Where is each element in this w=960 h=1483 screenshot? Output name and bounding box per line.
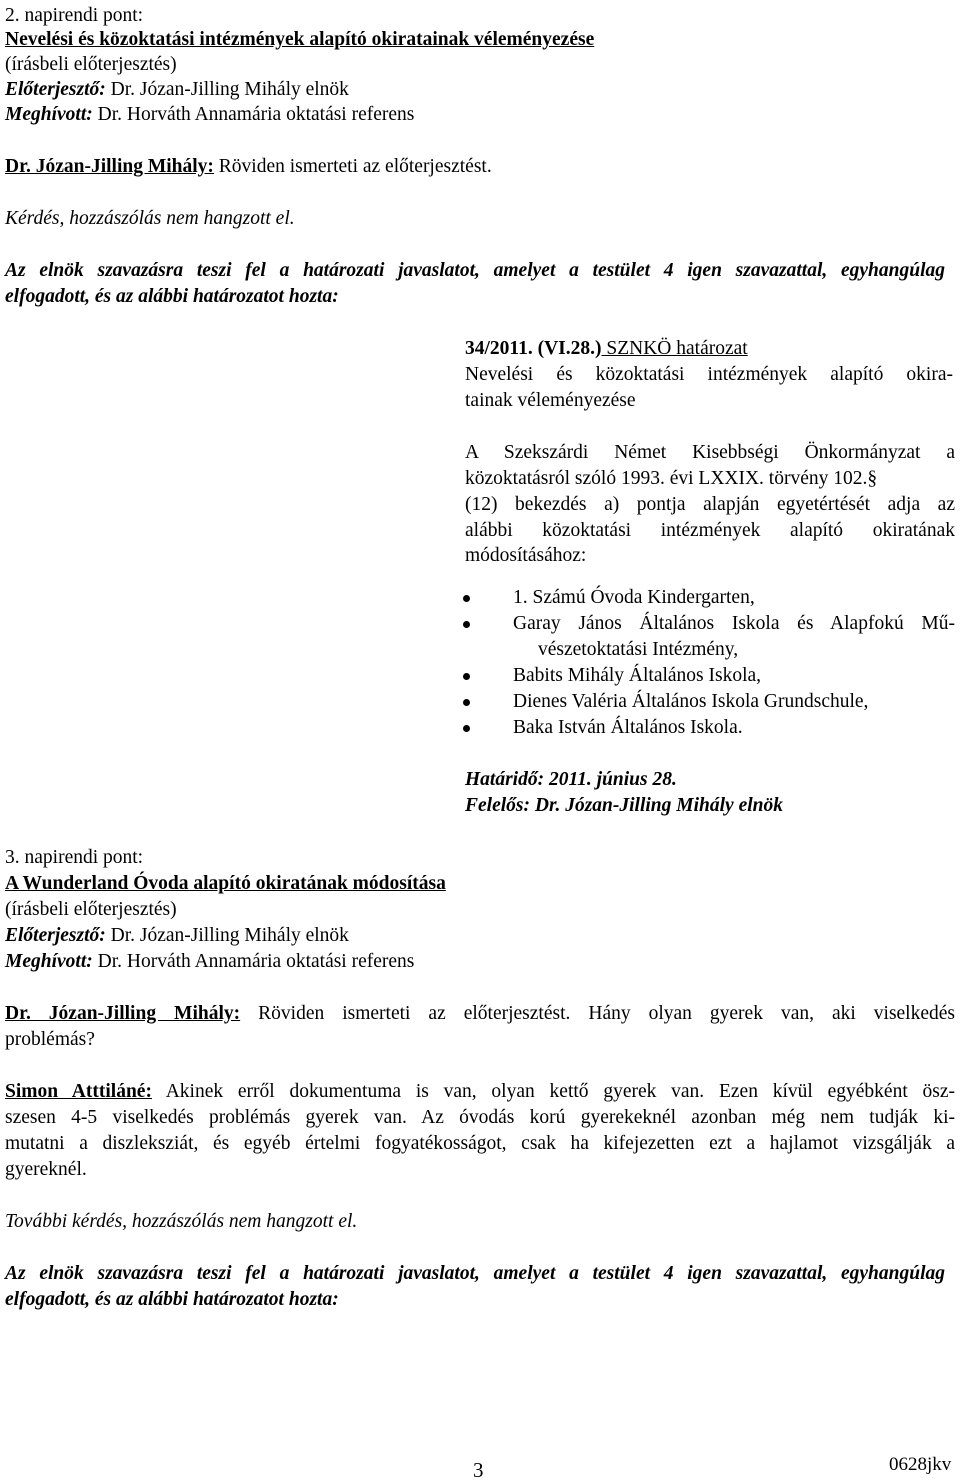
- item3-presenter: [5, 926, 349, 946]
- item2-speech: [5, 157, 492, 177]
- resolution-number-suffix: SZNKÖ határozat: [601, 338, 748, 359]
- item3-speech2-text: szesen 4-5 viselkedés problémás gyerek van. Az óvodás korú gyerekeknél azonban még nem tudják ki-: [5, 1107, 955, 1128]
- bullet-icon: [463, 725, 470, 732]
- item3-no-questions: További kérdés, hozzászólás nem hangzott el.: [5, 1211, 358, 1232]
- institution-item: Dienes Valéria Általános Iskola Grundschule,: [513, 691, 869, 712]
- institution-item: [513, 614, 955, 634]
- item3-speech1-line2: problémás?: [5, 1029, 95, 1050]
- item3-speech2-line3: [5, 1134, 955, 1154]
- item3-speech2-text: mutatni a diszleksziát, és egyéb értelmi fogyatékosságot, csak ha kifejezetten ezt a hajlamot vizsgálják a: [5, 1133, 955, 1154]
- resolution-body-line: [465, 443, 955, 463]
- item2-speaker: Dr. Józan-Jilling Mihály:: [5, 156, 214, 177]
- item3-speaker1: Dr. Józan-Jilling Mihály:: [5, 1003, 241, 1024]
- item2-presenter-label: Előterjesztő:: [5, 79, 106, 100]
- item3-invited: [5, 952, 414, 972]
- item3-vote-line2: elfogadott, és az alábbi határozatot hozta:: [5, 1289, 339, 1310]
- item3-vote-line1: [5, 1264, 945, 1284]
- bullet-icon: [463, 673, 470, 680]
- institution-item-continuation: vészetoktatási Intézmény,: [538, 639, 739, 660]
- item2-invited: [5, 105, 414, 125]
- resolution-body-line: közoktatásról szóló 1993. évi LXXIX. törvény 102.§: [465, 468, 878, 489]
- item3-invited-label: Meghívott:: [5, 951, 93, 972]
- resolution-body-text: alábbi közoktatási intézmények alapító okiratának: [465, 520, 955, 541]
- item2-presenter: [5, 80, 349, 100]
- item2-vote-line2: elfogadott, és az alábbi határozatot hozta:: [5, 286, 339, 307]
- item3-speech2-line1: [5, 1082, 955, 1102]
- resolution-body-line: [465, 495, 955, 515]
- item3-number-label: 3. napirendi pont:: [5, 847, 144, 868]
- item2-invited-label: Meghívott:: [5, 104, 93, 125]
- institution-item: 1. Számú Óvoda Kindergarten,: [513, 587, 755, 608]
- resolution-body-line: módosításához:: [465, 545, 587, 566]
- bullet-icon: [463, 621, 470, 628]
- item2-no-questions: Kérdés, hozzászólás nem hangzott el.: [5, 208, 295, 229]
- resolution-body-text: A Szekszárdi Német Kisebbségi Önkormányzat a: [465, 442, 955, 463]
- item3-presenter-value: Dr. Józan-Jilling Mihály elnök: [110, 925, 349, 946]
- item3-speaker2: Simon Atttiláné:: [5, 1081, 152, 1102]
- item3-speech2-line4: gyereknél.: [5, 1159, 87, 1180]
- page-number: 3: [473, 1458, 484, 1482]
- item3-speech2-text: Akinek erről dokumentuma is van, olyan kettő gyerek van. Ezen kívül egyébként ösz-: [165, 1081, 956, 1102]
- resolution-responsible: Felelős: Dr. Józan-Jilling Mihály elnök: [465, 795, 783, 816]
- item3-speech1-text: Röviden ismerteti az előterjesztést. Hány olyan gyerek van, aki viselkedés: [258, 1003, 955, 1024]
- item3-vote-line1-text: Az elnök szavazásra teszi fel a határozati javaslatot, amelyet a testület 4 igen szavazattal, egyhangúlag: [5, 1263, 945, 1284]
- resolution-number-value: 34/2011. (VI.28.): [465, 338, 602, 359]
- item2-presenter-value: Dr. Józan-Jilling Mihály elnök: [110, 79, 349, 100]
- item2-vote-line1: [5, 261, 945, 281]
- item2-title: Nevelési és közoktatási intézmények alapító okiratainak véleményezése: [5, 29, 595, 50]
- institution-item: Babits Mihály Általános Iskola,: [513, 665, 762, 686]
- item2-type-note: (írásbeli előterjesztés): [5, 54, 177, 75]
- document-code: 0628jkv: [889, 1454, 952, 1475]
- item2-speech-text: Röviden ismerteti az előterjesztést.: [218, 156, 492, 177]
- item2-number-label: 2. napirendi pont:: [5, 5, 144, 26]
- item3-title: A Wunderland Óvoda alapító okiratának módosítása: [5, 873, 446, 894]
- item3-presenter-label: Előterjesztő:: [5, 925, 106, 946]
- item2-vote-line1-text: Az elnök szavazásra teszi fel a határozati javaslatot, amelyet a testület 4 igen szavazattal, egyhangúlag: [5, 260, 945, 281]
- resolution-number: [465, 339, 748, 359]
- resolution-body-line: [465, 521, 955, 541]
- resolution-title-line1-text: Nevelési és közoktatási intézmények alapító okira-: [465, 364, 953, 385]
- institution-item-text: Garay János Általános Iskola és Alapfokú Mű-: [513, 613, 955, 634]
- bullet-icon: [463, 699, 470, 706]
- resolution-title-line1: [465, 365, 953, 385]
- institution-item: Baka István Általános Iskola.: [513, 717, 743, 738]
- resolution-body-text: (12) bekezdés a) pontja alapján egyetértését adja az: [465, 494, 955, 515]
- item3-invited-value: Dr. Horváth Annamária oktatási referens: [97, 951, 415, 972]
- item3-speech2-line2: [5, 1108, 955, 1128]
- bullet-icon: [463, 595, 470, 602]
- item3-type-note: (írásbeli előterjesztés): [5, 899, 177, 920]
- item2-invited-value: Dr. Horváth Annamária oktatási referens: [97, 104, 415, 125]
- resolution-deadline: Határidő: 2011. június 28.: [465, 769, 677, 790]
- item3-speech1-line1: [5, 1004, 955, 1024]
- resolution-title-line2: tainak véleményezése: [465, 390, 636, 411]
